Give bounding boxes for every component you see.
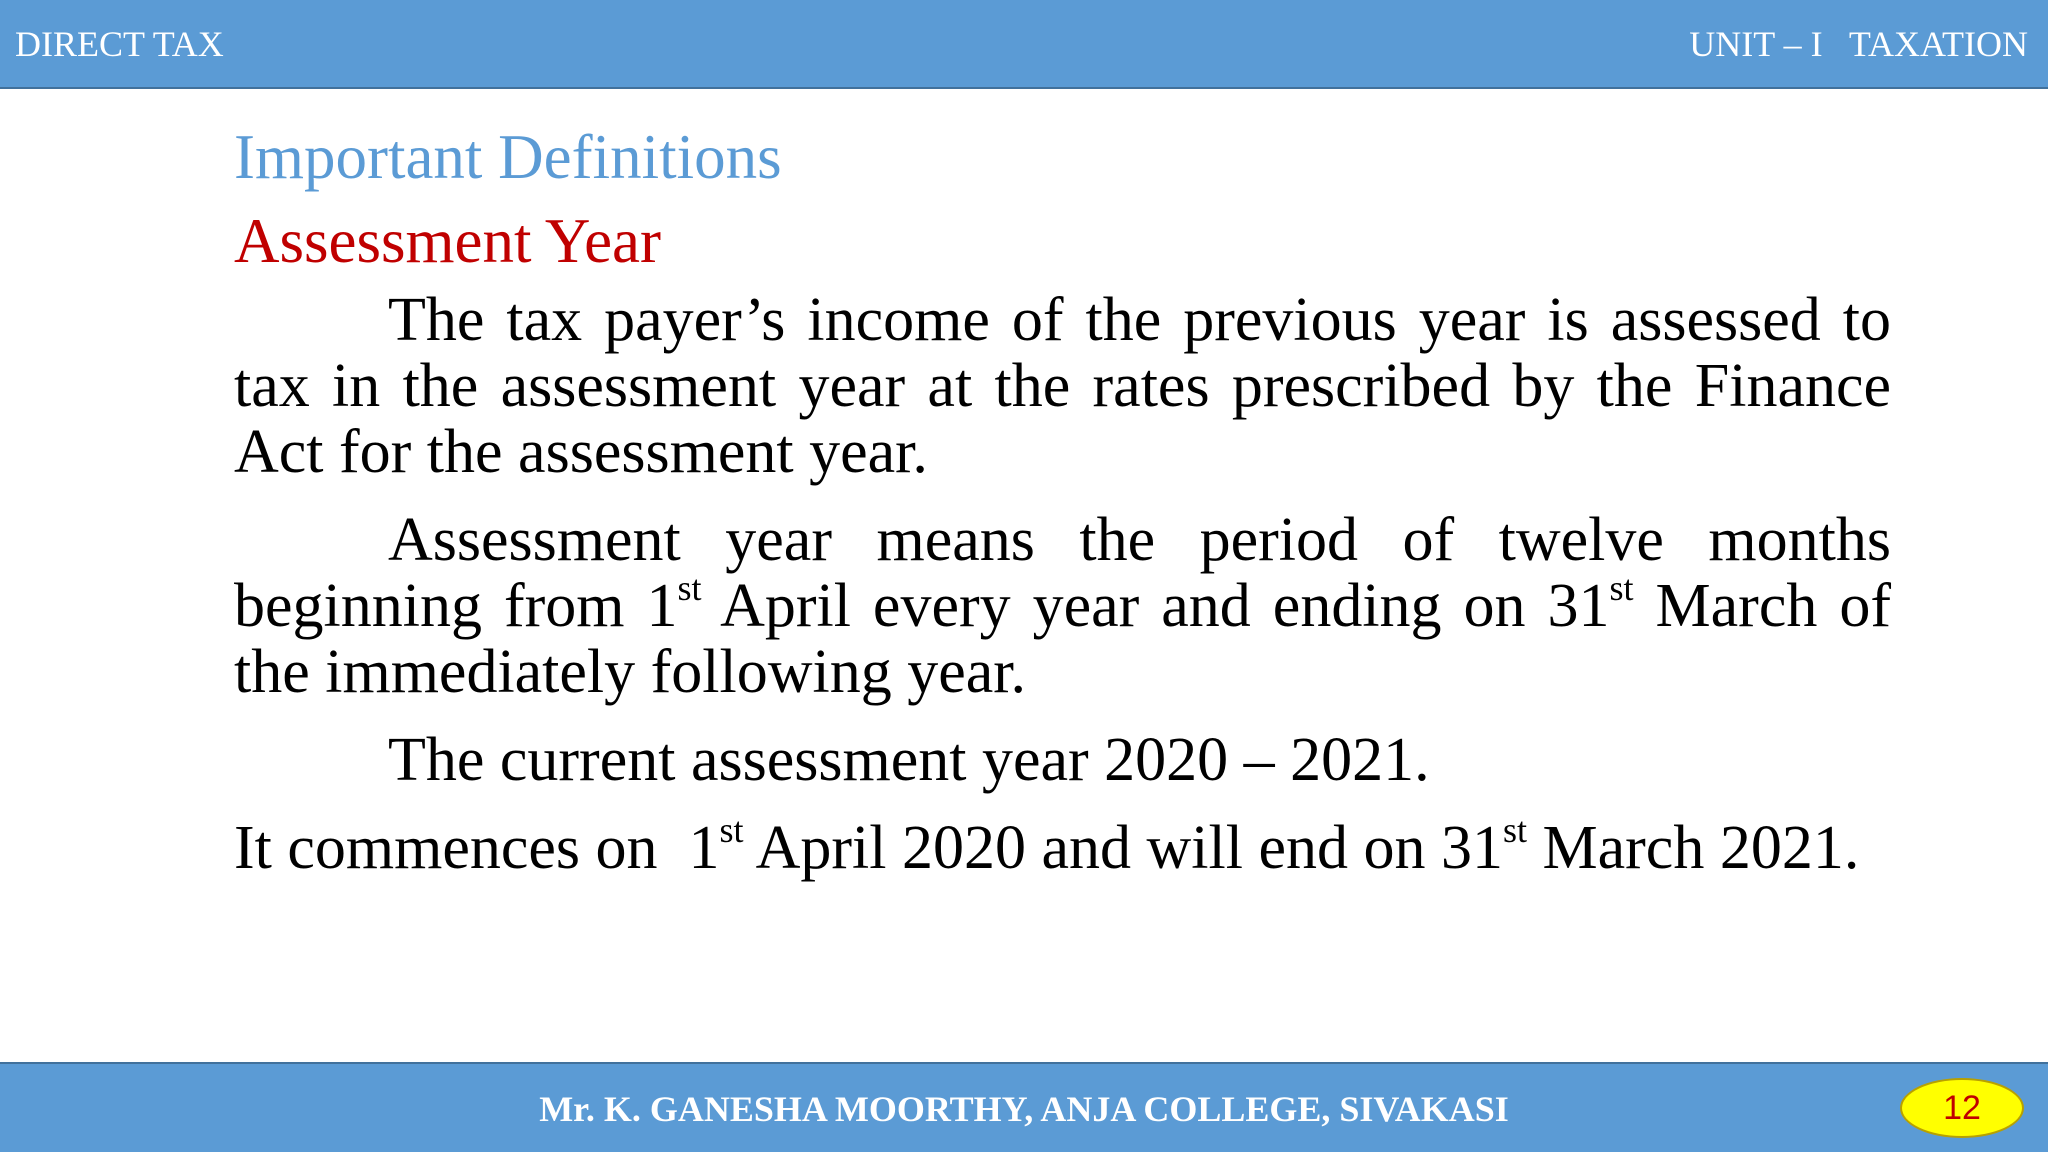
slide-title: Important Definitions: [234, 122, 782, 192]
unit-title: UNIT – I TAXATION: [1689, 24, 2028, 64]
slide-subtitle: Assessment Year: [234, 206, 662, 276]
paragraph-3: The current assessment year 2020 – 2021.: [388, 726, 1430, 794]
superscript: st: [1503, 810, 1528, 850]
footer-bar: [0, 1062, 2048, 1152]
course-title: DIRECT TAX: [15, 24, 224, 64]
superscript: st: [677, 568, 702, 608]
header-bar: [0, 0, 2048, 89]
paragraph-4-text-a: It commences on 1: [234, 814, 720, 882]
paragraph-4: [234, 810, 1891, 882]
paragraph-2-text-c: March of the immediately following year.: [234, 572, 1891, 706]
superscript: st: [719, 810, 744, 850]
page-number-badge: 12: [1900, 1078, 2024, 1138]
paragraph-4-text-c: March 2021.: [1527, 814, 1860, 882]
superscript: st: [1609, 568, 1634, 608]
slide-content: [234, 115, 1891, 903]
footer-text: Mr. K. GANESHA MOORTHY, ANJA COLLEGE, SIVAKASI: [539, 1089, 1509, 1129]
paragraph-2-text-a: Assessment year means the period of twelve months beginning from 1: [234, 506, 1891, 640]
paragraph-2: [234, 507, 1891, 705]
paragraph-4-text-b: April 2020 and will end on 31: [743, 814, 1503, 882]
paragraph-1: The tax payer’s income of the previous year is assessed to tax in the assessment year at the rates prescribed by the Finance Act for the assessment year.: [234, 286, 1891, 486]
paragraph-2-text-b: April every year and ending on 31: [701, 572, 1610, 640]
